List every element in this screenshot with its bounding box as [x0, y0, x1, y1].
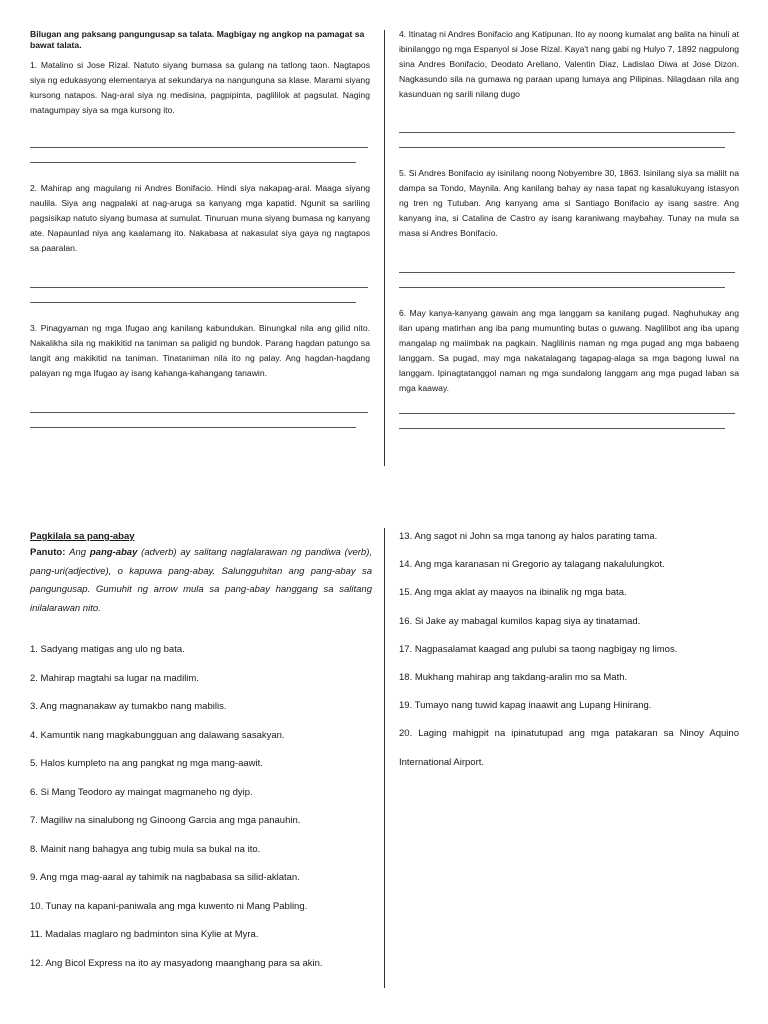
list-item: 7. Magiliw na sinalubong ng Ginoong Garcia ang mga panauhin. [30, 815, 301, 826]
paragraph-text: 3. Pinagyaman ng mga Ifugao ang kanilang kabundukan. Binungkal nila ang gilid nito. Nakalikha sila ng makikitid na taniman sa paligid ng bundok. Parang hagdan patungo sa langit ang makikitid na taniman. Tinataniman nila ito ng palay. Ang hagdan-hagdang palayan ng mga Ifugao ay isang kahanga-kahangang tanawin. [30, 323, 370, 378]
paragraph-text: 5. Si Andres Bonifacio ay isinilang noong Nobyembre 30, 1863. Isinilang siya sa maliit na dampa sa Tondo, Maynila. Ang kanilang bahay ay nasa tapat ng kasalukuyang istasyon ng tren ng Tutuban. Ang kanyang ama si Santiago Bonifacio ay isang sastre. Ang kanyang ina, si Catalina de Castro ay isang karaniwang maybahay. Tunay na mula sa masa si Andres Bonifacio. [399, 168, 739, 238]
answer-line [30, 162, 356, 163]
paragraph-5 [399, 166, 739, 241]
list-item: 18. Mukhang mahirap ang takdang-aralin mo sa Math. [399, 672, 628, 684]
answer-line [30, 302, 356, 303]
list-item: 1. Sadyang matigas ang ulo ng bata. [30, 644, 185, 655]
items-left [30, 636, 375, 978]
answer-line [399, 147, 725, 148]
pang-abay-section [30, 531, 372, 618]
list-item: 11. Madalas maglaro ng badminton sina Kylie at Myra. [30, 929, 259, 940]
answer-line [30, 412, 368, 413]
list-item: 15. Ang mga aklat ay maayos na ibinalik ng mga bata. [399, 587, 627, 599]
list-item: 13. Ang sagot ni John sa mga tanong ay halos parating tama. [399, 531, 658, 542]
panuto-part-b: pang-abay [89, 547, 138, 558]
paragraph-4 [399, 27, 739, 102]
list-item: 6. Si Mang Teodoro ay maingat magmaneho ng dyip. [30, 786, 253, 798]
list-item: 5. Halos kumpleto na ang pangkat ng mga mang-aawit. [30, 758, 263, 769]
instruction-block [30, 29, 370, 51]
answer-line [30, 287, 368, 288]
paragraph-6 [399, 306, 739, 396]
panuto-part-a: Ang [69, 547, 87, 558]
answer-line [399, 413, 735, 414]
list-item: 19. Tumayo nang tuwid kapag inaawit ang Lupang Hinirang. [399, 700, 652, 712]
column-divider-bottom [384, 528, 385, 988]
paragraph-text: 2. Mahirap ang magulang ni Andres Bonifacio. Hindi siya nakapag-aral. Maaga siyang naulila. Siya ang nagpalaki at nag-aruga sa kanyang mga kapatid. Ngunit sa sariling pagsisikap natuto siyang bumasa at sumulat. Tinuruan muna siyang bumasa ng kanyang ate. Napaunlad niya ang kaalamang ito. Nakabasa at nakasulat siya gaya ng nagtapos sa paaralan. [30, 183, 370, 253]
list-item: 16. Si Jake ay mabagal kumilos kapag siya ay tinatamad. [399, 615, 641, 627]
panuto-text [30, 544, 372, 618]
paragraph-text: 4. Itinatag ni Andres Bonifacio ang Katipunan. Ito ay noong kumalat ang balita na hinuli at ibinilanggo ng mga Espanyol si Jose Rizal. Kaya't nang gabi ng Hulyo 7, 1892 nagpulong sina Andres Bonifacio, Deodato Arellano, Valentin Diaz, Ladislao Diwa at Jose Dizon. Nagkasundo sila na gumawa ng paraan upang lumaya ang Pilipinas. Nilagdaan nila ang kasunduan ng sarili nilang dugo [399, 29, 739, 99]
paragraph-3 [30, 321, 370, 381]
list-item: 2. Mahirap magtahi sa lugar na madilim. [30, 672, 199, 684]
list-item: 10. Tunay na kapani-paniwala ang mga kuwento ni Mang Pabling. [30, 900, 308, 912]
items-right [399, 523, 739, 777]
paragraph-1 [30, 58, 370, 118]
panuto-part-c: (adverb) ay salitang naglalarawan ng pandiwa (verb), pang-uri(adjective), o kapuwa pang-abay. Salungguhitan ang pang-abay sa pangungusap. Gumuhit ng arrow mula sa pang-abay hanggang sa salitang inilalarawan nito. [30, 547, 373, 614]
list-item: 14. Ang mga karanasan ni Gregorio ay talagang nakalulungkot. [399, 559, 665, 571]
list-item: 17. Nagpasalamat kaagad ang pulubi sa taong nagbigay ng limos. [399, 643, 678, 655]
answer-line [399, 428, 725, 429]
list-item: 9. Ang mga mag-aaral ay tahimik na nagbabasa sa silid-aklatan. [30, 872, 300, 883]
answer-line [399, 272, 735, 273]
list-item: 8. Mainit nang bahagya ang tubig mula sa bukal na ito. [30, 843, 261, 855]
answer-line [399, 132, 735, 133]
list-item: 20. Laging mahigpit na ipinatutupad ang mga patakaran sa Ninoy Aquino International Airport. [399, 728, 739, 768]
list-item: 12. Ang Bicol Express na ito ay masyadong maanghang para sa akin. [30, 957, 323, 969]
section-title: Pagkilala sa pang-abay [30, 531, 135, 542]
instruction: Bilugan ang paksang pangungusap sa talata. Magbigay ng angkop na pamagat sa bawat talata. [30, 29, 365, 50]
answer-line [30, 427, 356, 428]
answer-line [30, 147, 368, 148]
paragraph-text: 1. Matalino si Jose Rizal. Natuto siyang bumasa sa gulang na tatlong taon. Nagtapos siya ng edukasyong elementarya at sekundarya na nangunguna sa klase. Marami siyang kursong natapos. Nag-aral siya ng medisina, pagpipinta, paglililok at pagsulat. Naging matagumpay siya sa mga kursong ito. [30, 60, 370, 115]
paragraph-2 [30, 181, 370, 256]
panuto-label: Panuto: [30, 547, 66, 558]
list-item: 3. Ang magnanakaw ay tumakbo nang mabilis. [30, 701, 227, 712]
list-item: 4. Kamuntik nang magkabungguan ang dalawang sasakyan. [30, 729, 285, 741]
answer-line [399, 287, 725, 288]
paragraph-text: 6. May kanya-kanyang gawain ang mga langgam sa kanilang pugad. Naghuhukay ang ilan upang matirhan ang iba pang mumunting butas o guwang. Naglilibot ang iba upang mangalap ng maiimbak na pagkain. Naglilinis naman ng mga pugad ang mga babaeng langgam. Sa pugad, may mga nakatalagang tagapag-alaga sa mga bagong luwal na langgam. Ipinagtatanggol naman ng mga sundalong langgam ang mga pugad laban sa mga kaaway. [399, 308, 739, 393]
column-divider-top [384, 30, 385, 466]
